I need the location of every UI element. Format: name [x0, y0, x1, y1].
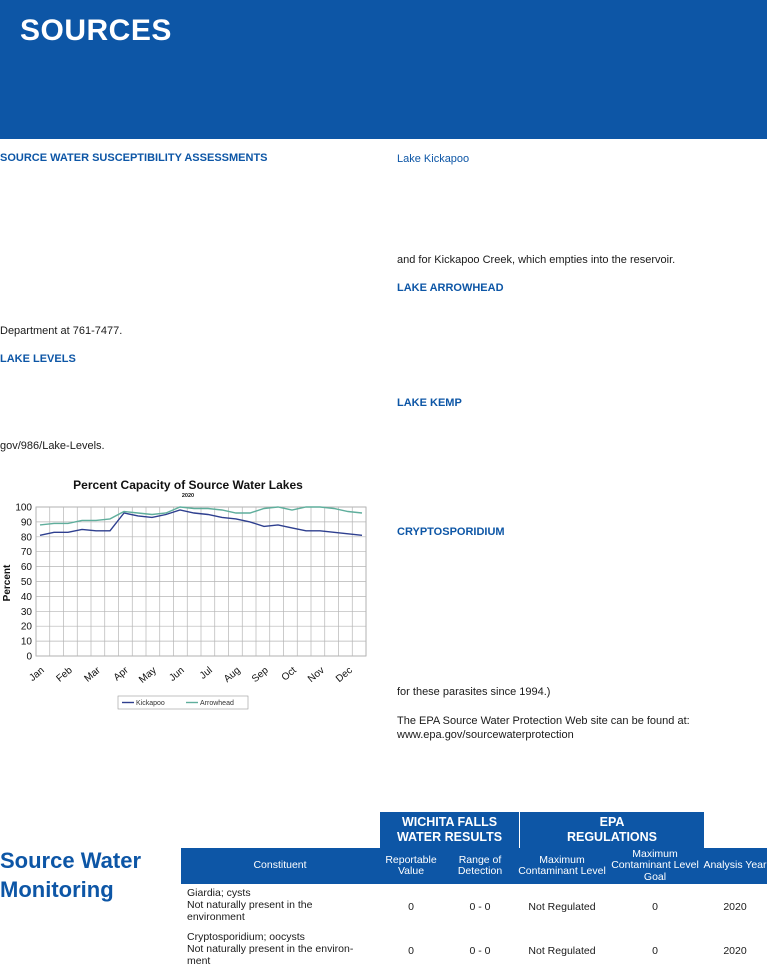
row-note: ment: [187, 955, 211, 967]
header-range-of-detection: Range of Detection: [457, 853, 503, 877]
monitoring-title-line1: Source Water: [0, 848, 142, 873]
row-reportable-value: 0: [408, 945, 414, 957]
y-tick-label: 60: [20, 562, 32, 574]
wichita-group-line2: WATER RESULTS: [396, 830, 503, 844]
row-note: environment: [187, 911, 245, 923]
epa-website-text: The EPA Source Water Protection Web site can be found at:: [397, 715, 690, 727]
epa-group-line1: EPA: [599, 815, 625, 829]
y-tick-label: 70: [20, 547, 32, 559]
header-mclg: Maximum Contaminant Level Goal: [611, 847, 699, 883]
row-reportable-value: 0: [408, 901, 414, 913]
header-reportable-value: Reportable Value: [385, 853, 437, 877]
y-tick-label: 0: [26, 651, 32, 663]
row-range: 0 - 0: [469, 945, 491, 957]
x-tick-label: Jun: [167, 665, 187, 684]
row-year: 2020: [723, 945, 747, 957]
y-tick-label: 80: [20, 532, 32, 544]
x-tick-label: Aug: [222, 665, 243, 685]
row-year: 2020: [723, 901, 747, 913]
header-analysis-year: Analysis Year: [703, 859, 767, 872]
department-phone-text: Department at 761-7477.: [0, 325, 123, 337]
y-tick-label: 40: [20, 591, 32, 603]
x-tick-label: Dec: [334, 665, 355, 685]
row-mclg: 0: [652, 901, 658, 913]
lake-levels-heading: LAKE LEVELS: [0, 353, 76, 365]
row-constituent-name: Cryptosporidium; oocysts: [187, 931, 305, 943]
monitoring-title: [0, 846, 141, 904]
x-tick-label: Sep: [250, 665, 271, 685]
epa-regulations-group-header: [520, 812, 704, 848]
y-tick-label: 20: [20, 621, 32, 633]
epa-group-line2: REGULATIONS: [566, 830, 658, 844]
y-tick-label: 30: [20, 606, 32, 618]
table-header-row: [181, 848, 767, 884]
y-tick-label: 50: [20, 577, 32, 588]
y-tick-label: 100: [15, 502, 32, 514]
cryptosporidium-heading: CRYPTOSPORIDIUM: [397, 526, 505, 538]
page-title: SOURCES: [20, 14, 172, 47]
kickapoo-heading: Lake Kickapoo: [397, 153, 470, 165]
lake-levels-link[interactable]: gov/986/Lake-Levels.: [0, 440, 105, 452]
row-range: 0 - 0: [469, 901, 491, 913]
arrowhead-heading: LAKE ARROWHEAD: [397, 282, 504, 294]
x-tick-label: Apr: [111, 665, 131, 684]
chart-title: Percent Capacity of Source Water Lakes: [73, 478, 303, 492]
header-constituent: Constituent: [253, 859, 307, 872]
epa-website-link[interactable]: www.epa.gov/sourcewaterprotection: [397, 729, 574, 741]
row-note: Not naturally present in the environ-: [187, 943, 354, 955]
row-note: Not naturally present in the: [187, 899, 313, 911]
x-tick-label: Nov: [306, 665, 327, 685]
row-constituent-name: Giardia; cysts: [187, 887, 251, 899]
y-tick-label: 90: [20, 517, 32, 529]
page-banner: [0, 0, 767, 139]
row-mcl: Not Regulated: [528, 945, 596, 957]
x-tick-label: May: [137, 665, 159, 686]
legend-label: Arrowhead: [200, 700, 234, 707]
chart-subtitle: 2020: [181, 493, 195, 499]
y-tick-label: 10: [20, 636, 32, 648]
monitoring-title-line2: Monitoring: [0, 877, 114, 902]
cryptosporidium-text: for these parasites since 1994.): [397, 686, 551, 698]
x-tick-label: Jan: [27, 665, 47, 684]
x-tick-label: Jul: [197, 665, 215, 682]
kemp-heading: LAKE KEMP: [397, 397, 462, 409]
row-mcl: Not Regulated: [528, 901, 596, 913]
chart-y-axis-label: Percent: [2, 564, 13, 602]
x-tick-label: Feb: [54, 665, 75, 685]
x-tick-label: Mar: [82, 665, 103, 685]
wichita-group-line1: WICHITA FALLS: [401, 815, 498, 829]
wichita-results-group-header: [380, 812, 519, 848]
x-tick-label: Oct: [279, 665, 299, 684]
legend-label: Kickapoo: [136, 700, 165, 707]
kickapoo-text: and for Kickapoo Creek, which empties into the reservoir.: [397, 254, 676, 266]
header-mcl: Maximum Contaminant Level: [518, 853, 606, 877]
susceptibility-heading: SOURCE WATER SUSCEPTIBILITY ASSESSMENTS: [0, 152, 268, 164]
row-mclg: 0: [652, 945, 658, 957]
lake-capacity-chart: [0, 475, 380, 715]
